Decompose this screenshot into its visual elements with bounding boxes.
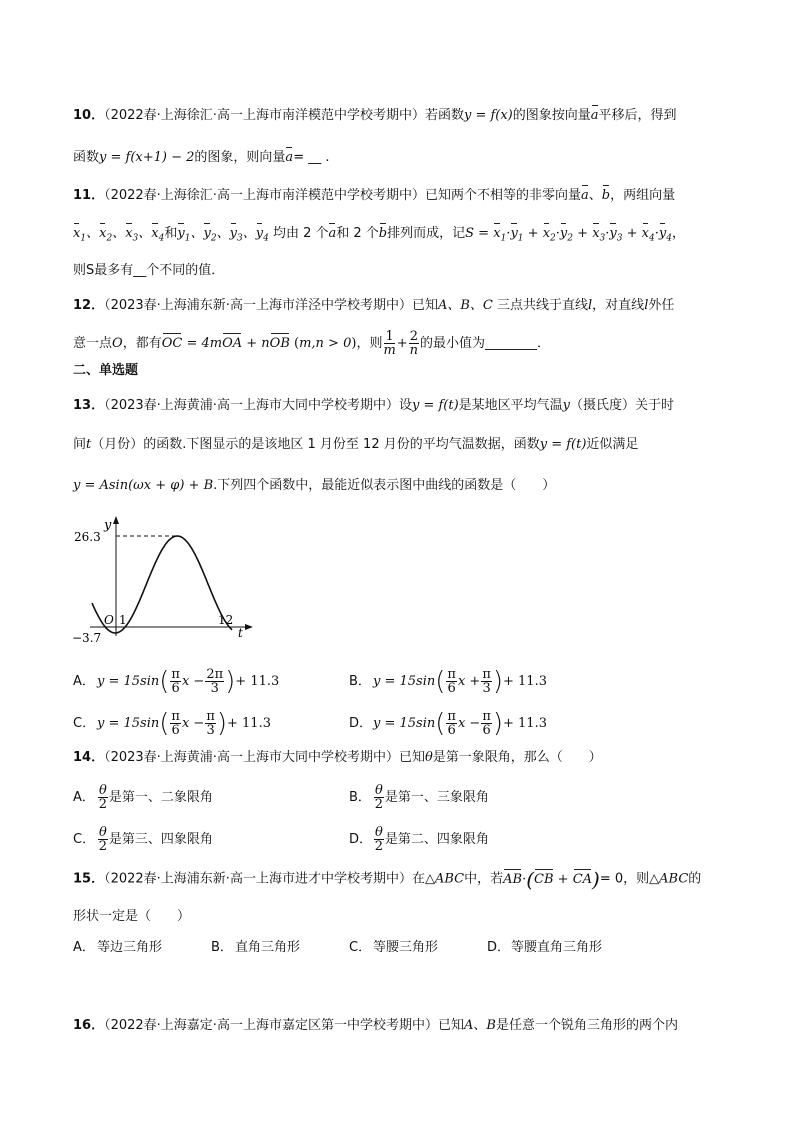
vector-b: b [602, 186, 610, 206]
q10-text: 平移后，得到 [598, 108, 677, 123]
y-axis-arrow-icon [113, 516, 119, 524]
q12-text: 已知 [411, 298, 438, 313]
q14-option-c[interactable]: C． $\frac{\theta}{2}$ 是第三、四象限角 [73, 825, 213, 854]
q13-var: t [86, 437, 92, 452]
sum-expression: $S = x_1\cdot y_1 + x_2\cdot y_2 + x_3\cdot y_3 + x_4\cdot y_4$ [465, 226, 672, 244]
triangle-abc: △ABC [649, 871, 689, 887]
q16-source: （2022春·上海嘉定·高一上海市嘉定区第一中学校考期中） [104, 1018, 438, 1033]
q11-text: ，两组向量 [610, 188, 676, 203]
q12-text: 三点共线于直线 [492, 298, 588, 313]
q16-number: 16． [73, 1018, 105, 1033]
q12-text: ，对直线 [592, 298, 645, 313]
question-11-line-1 [73, 186, 675, 206]
line-l: l [588, 298, 593, 313]
triangle-abc: △ABC [424, 871, 465, 887]
temperature-graph [70, 514, 260, 644]
q16-text: 已知 [437, 1018, 464, 1033]
point-o: O [112, 336, 123, 351]
q15-source: （2022春·上海浦东新·高一上海市进才中学校考期中） [104, 871, 412, 887]
vector-a: a [591, 106, 599, 126]
q13-var: y [562, 398, 571, 413]
question-15-line-1 [73, 869, 701, 890]
q11-text: 则S最多有__个不同的值． [73, 263, 225, 278]
q16-sep: 、 [473, 1018, 487, 1033]
q16-text: 是任意一个锐角三角形的两个内 [495, 1018, 678, 1033]
vector-b: b [379, 224, 387, 244]
q14-option-d[interactable]: D． $\frac{\theta}{2}$ 是第二、四象限角 [349, 825, 489, 854]
question-12-line-1 [73, 296, 674, 316]
question-10-line-1 [73, 106, 677, 126]
q10-text: 的图象，则向量 [194, 150, 286, 165]
question-11-line-3 [73, 261, 224, 281]
q11-text: 均由 2 个 [272, 226, 329, 241]
vector-a: a [285, 148, 293, 168]
q13-option-d[interactable]: D．y = 15sin( $\frac{\pi}{6}$ x − $\frac{\pi}{6}$ )+ 11.3 [349, 708, 547, 739]
q14-text: 是第一象限角，那么（ ） [432, 750, 602, 765]
q13-number: 13． [73, 398, 105, 413]
q12-points: A、B、C [437, 298, 493, 313]
q13-text: 是某地区平均气温 [458, 398, 563, 413]
q14-text: 已知 [398, 750, 425, 765]
q15-number: 15． [73, 871, 105, 887]
q12-number: 12． [73, 298, 105, 313]
q15-text: 在 [411, 871, 425, 887]
q15-text: 的 [688, 871, 702, 887]
q11-text: 排列而成，记 [387, 226, 466, 241]
vector-group: $x_1$、$x_2$、$x_3$、$x_4$和$y_1$、$y_2$、$y_3$、$y_4$ [73, 226, 269, 244]
q13-text: 间 [73, 437, 87, 452]
question-14-line-1 [73, 748, 602, 768]
q10-formula: y = f(x) [463, 108, 513, 123]
q13-formula: y = f(t) [539, 437, 587, 452]
q15-text: 中，若 [464, 871, 504, 887]
question-13-line-1 [73, 396, 674, 416]
q10-text: 的图象按向量 [512, 108, 591, 123]
q15-option-d[interactable]: D．等腰直角三角形 [487, 940, 603, 955]
line-l: l [644, 298, 649, 313]
q12-text: 外任 [648, 298, 675, 313]
q14-option-a[interactable]: A． $\frac{\theta}{2}$ 是第一、二象限角 [73, 783, 213, 812]
question-15-line-2 [73, 907, 190, 927]
origin-label: O [104, 613, 114, 627]
q13-source: （2023春·上海黄浦·高一上海市大同中学校考期中） [104, 398, 399, 413]
vector-a: a [328, 224, 336, 244]
q14-source: （2023春·上海黄浦·高一上海市大同中学校考期中） [104, 750, 399, 765]
q10-formula: y = f(x+1) − 2 [99, 150, 195, 165]
q13-formula: y = f(t) [411, 398, 459, 413]
angle-b: B [486, 1018, 496, 1033]
q13-formula: y = Asin(ωx + φ) + B [73, 478, 214, 493]
q13-text: （月份）的函数.下图显示的是该地区 1 月份至 12 月份的平均气温数据，函数 [91, 437, 540, 452]
q10-source: （2022春·上海徐汇·高一上海市南洋模范中学校考期中） [104, 108, 425, 123]
q11-source: （2022春·上海徐汇·高一上海市南洋模范中学校考期中） [104, 188, 425, 203]
q12-text: 意一点 [73, 336, 113, 351]
q12-text: ，都有 [122, 336, 162, 351]
q13-text: 设 [398, 398, 412, 413]
vector-a: a [581, 186, 589, 206]
fraction-1-m: $\frac{1}{m}$ [383, 329, 396, 358]
min-label: −3.7 [72, 631, 102, 644]
q13-option-a[interactable]: A． y = 15sin( $\frac{\pi}{6}$ x − $\frac{2\pi}{3}$ )+ 11.3 [73, 666, 280, 697]
q11-number: 11． [73, 188, 105, 203]
max-label: 26.3 [74, 530, 101, 544]
q11-sep: 、 [588, 188, 602, 203]
q11-text: 和 2 个 [336, 226, 379, 241]
question-16-line-1 [73, 1016, 678, 1036]
q10-number: 10． [73, 108, 105, 123]
q15-option-c[interactable]: C． 等腰三角形 [349, 940, 439, 955]
t-axis-arrow-icon [245, 624, 253, 630]
question-11-line-2 [73, 224, 685, 249]
angle-a: A [463, 1018, 474, 1033]
y-label: y [104, 518, 112, 533]
vector-expression: AB·(CB + CA) [503, 867, 600, 891]
q10-answer-blank: = __ . [293, 150, 330, 165]
q14-number: 14． [73, 750, 105, 765]
q12-text: 的最小值为________． [419, 336, 550, 351]
vector-equation: OC = 4mOA + nOB (m,n > 0) [162, 336, 357, 351]
q15-text: 形状一定是（ ） [73, 909, 191, 924]
theta: θ [424, 750, 433, 765]
q10-text: 函数 [73, 150, 100, 165]
question-10-line-2 [73, 148, 329, 168]
question-13-line-2 [73, 435, 638, 455]
tick-12-label: 12 [218, 613, 234, 627]
q10-text: 若函数 [424, 108, 464, 123]
section-heading: 二、单选题 [73, 363, 139, 378]
q13-option-c[interactable]: C． y = 15sin( $\frac{\pi}{6}$ x − $\frac{\pi}{3}$ )+ 11.3 [73, 708, 271, 739]
q15-option-a[interactable]: A． 等边三角形 [73, 940, 163, 955]
q13-option-b[interactable]: B． y = 15sin( $\frac{\pi}{6}$ x + $\frac{\pi}{3}$ )+ 11.3 [349, 666, 547, 697]
q15-option-b[interactable]: B． 直角三角形 [211, 940, 301, 955]
q13-text: （摄氏度）关于时 [570, 398, 675, 413]
q11-text: 已知两个不相等的非零向量 [424, 188, 581, 203]
q12-text: ，则 [356, 336, 383, 351]
q13-text: .下列四个函数中，最能近似表示图中曲线的函数是（ ） [213, 478, 556, 493]
question-12-line-2: 意一点O，都有OC = 4mOA + nOB (m,n > 0)，则 $\frac{1}{m}$ + $\frac{2}{n}$ 的最小值为________． [73, 329, 550, 358]
q13-text: 近似满足 [586, 437, 639, 452]
q11-text: ， [671, 226, 685, 241]
t-label: t [238, 626, 243, 640]
q15-text: = 0，则 [599, 871, 650, 887]
q12-source: （2023春·上海浦东新·高一上海市洋泾中学校考期中） [104, 298, 412, 313]
q14-option-b[interactable]: B． $\frac{\theta}{2}$ 是第一、三象限角 [349, 783, 489, 812]
tick-1-label: 1 [119, 613, 127, 627]
fraction-2-n: $\frac{2}{n}$ [409, 329, 419, 358]
question-13-line-3 [73, 476, 555, 496]
